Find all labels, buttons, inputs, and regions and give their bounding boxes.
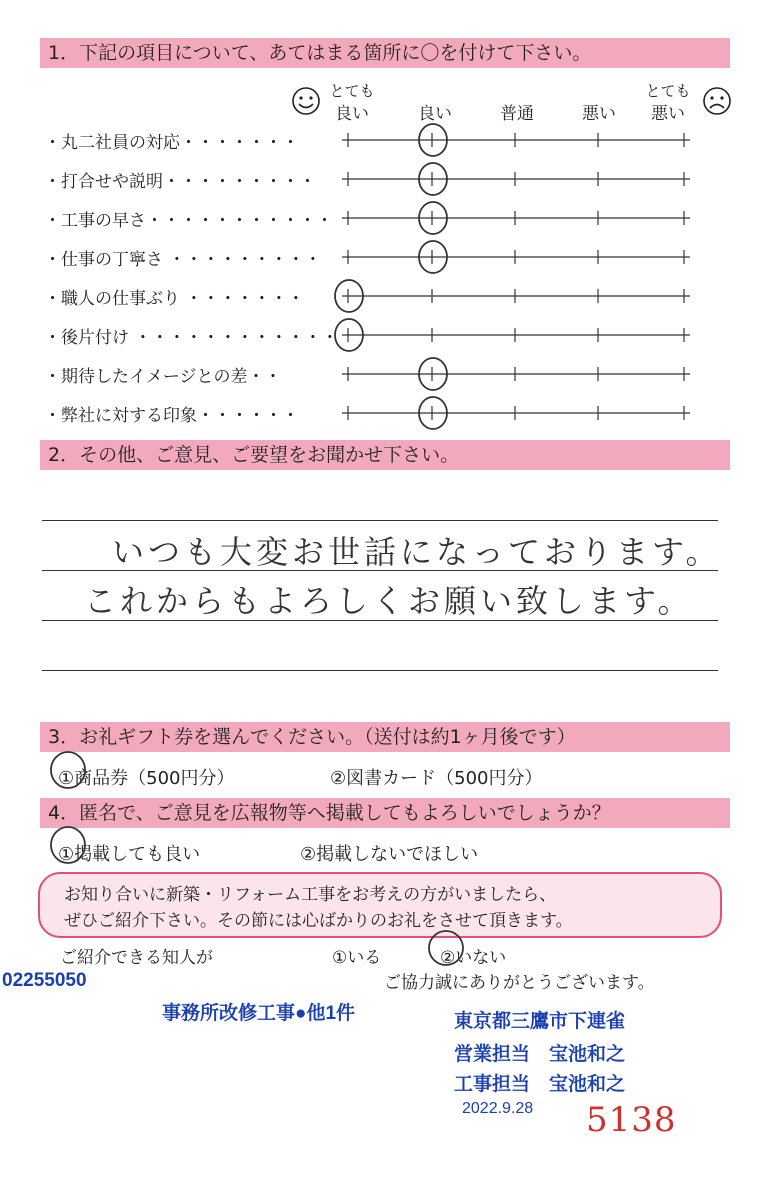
location: 東京都三鷹市下連雀 bbox=[454, 1011, 626, 1032]
referral-selection-circle bbox=[424, 926, 468, 970]
writing-line bbox=[42, 670, 718, 671]
scale-bad: 悪い bbox=[582, 104, 616, 124]
construction-rep: 工事担当 宝池和之 bbox=[454, 1074, 626, 1095]
rating-scales bbox=[0, 0, 775, 440]
section2-title: 2．その他、ご意見、ご要望をお聞かせ下さい。 bbox=[40, 440, 730, 470]
publish-option-2: ②掲載しないでほしい bbox=[300, 844, 479, 865]
rating-item-label: ・打合せや説明・・・・・・・・・ bbox=[44, 172, 316, 192]
referral-text-2: ぜひご紹介下さい。その節には心ばかりのお礼をさせて頂きます。 bbox=[64, 911, 573, 931]
rating-item-label: ・弊社に対する印象・・・・・・ bbox=[44, 406, 299, 426]
gift-option-1: ①商品券（500円分） bbox=[58, 768, 235, 789]
scale-very-bad-top: とても bbox=[645, 82, 691, 100]
rating-item-label: ・職人の仕事ぶり ・・・・・・・ bbox=[44, 289, 305, 309]
rating-item-label: ・後片付け ・・・・・・・・・・・・ bbox=[44, 328, 339, 348]
rating-item-label: ・期待したイメージとの差・・ bbox=[44, 367, 282, 387]
gift-selection-circle bbox=[46, 748, 90, 792]
customer-code: 02255050 bbox=[2, 970, 87, 991]
referral-option-1: ①いる bbox=[332, 948, 382, 968]
sales-rep: 営業担当 宝池和之 bbox=[454, 1044, 626, 1065]
rating-item-label: ・丸二社員の対応・・・・・・・ bbox=[44, 133, 299, 153]
referral-text-1: お知り合いに新築・リフォーム工事をお考えの方がいましたら、 bbox=[64, 885, 557, 905]
section1-title: 1．下記の項目について、あてはまる箇所に〇を付けて下さい。 bbox=[40, 38, 730, 68]
scale-neutral: 普通 bbox=[500, 104, 534, 124]
scale-very-good-top: とても bbox=[329, 82, 375, 100]
gift-option-2: ②図書カード（500円分） bbox=[330, 768, 543, 789]
section4-title: 4．匿名で、ご意見を広報物等へ掲載してもよろしいでしょうか？ bbox=[40, 798, 730, 828]
publish-selection-circle bbox=[46, 823, 90, 867]
scale-very-good: 良い bbox=[335, 104, 369, 124]
rating-item-label: ・工事の早さ・・・・・・・・・・・ bbox=[44, 211, 333, 231]
project-name: 事務所改修工事●他1件 bbox=[162, 1003, 356, 1024]
writing-line bbox=[42, 520, 718, 521]
referral-question: ご紹介できる知人が bbox=[60, 948, 213, 968]
scale-good: 良い bbox=[418, 104, 452, 124]
scale-very-bad: 悪い bbox=[651, 104, 685, 124]
handwritten-comment-line2: これからもよろしくお願い致します。 bbox=[84, 582, 694, 620]
thanks-text: ご協力誠にありがとうございます。 bbox=[384, 973, 655, 993]
date: 2022.9.28 bbox=[462, 1100, 534, 1117]
referral-option-2: ②いない bbox=[440, 948, 507, 968]
referral-box bbox=[38, 872, 722, 938]
handwritten-comment-line1: いつも大変お世話になっております。 bbox=[112, 533, 722, 571]
document-number: 5138 bbox=[586, 1100, 677, 1140]
section3-title: 3．お礼ギフト券を選んでください。（送付は約1ヶ月後です） bbox=[40, 722, 730, 752]
rating-item-label: ・仕事の丁寧さ ・・・・・・・・・ bbox=[44, 250, 322, 270]
publish-option-1: ①掲載しても良い bbox=[58, 844, 201, 865]
